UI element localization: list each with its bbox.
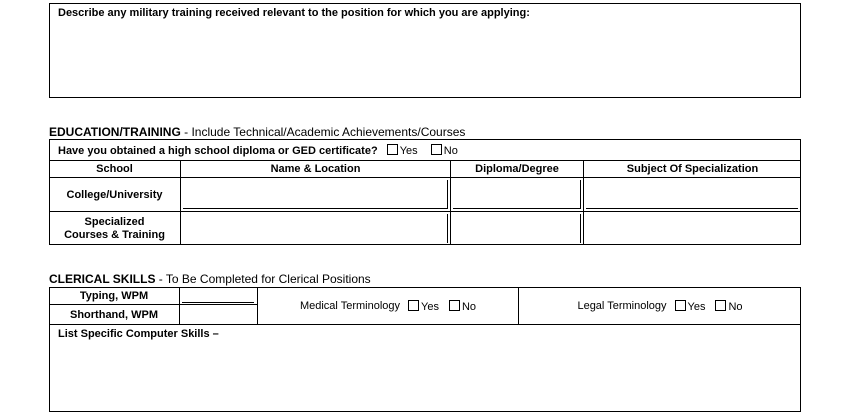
legal-yes-checkbox[interactable] — [675, 300, 686, 311]
degree-courses-field[interactable] — [453, 214, 581, 243]
shorthand-wpm-field[interactable] — [182, 307, 254, 322]
legal-terminology — [519, 288, 801, 324]
clerical-subtitle: - To Be Completed for Clerical Positions — [158, 272, 371, 286]
diploma-no-option[interactable] — [431, 145, 458, 157]
column-header-diploma-degree: Diploma/Degree — [475, 163, 559, 175]
education-subtitle: - Include Technical/Academic Achievements/Courses — [184, 125, 466, 139]
column-header-subject: Subject Of Specialization — [626, 163, 759, 175]
legal-yes-option[interactable] — [675, 300, 706, 313]
column-header-school: School — [96, 163, 133, 175]
name-location-college-field[interactable] — [183, 180, 448, 209]
legal-terminology-label: Legal Terminology — [577, 300, 667, 312]
medical-yes-label: Yes — [421, 300, 439, 313]
diploma-no-label: No — [443, 145, 458, 157]
diploma-question — [58, 144, 458, 157]
legal-no-checkbox[interactable] — [715, 300, 726, 311]
clerical-title: CLERICAL SKILLS — [49, 272, 156, 286]
shorthand-wpm-label: Shorthand, WPM — [70, 308, 158, 321]
medical-yes-option[interactable] — [408, 300, 439, 313]
military-training-field[interactable] — [52, 22, 798, 96]
medical-terminology-label: Medical Terminology — [299, 300, 401, 312]
subject-courses-field[interactable] — [586, 214, 798, 243]
legal-no-option[interactable] — [715, 300, 742, 313]
military-training-label: Describe any military training received relevant to the position for which you are applying: — [58, 7, 530, 19]
degree-college-field[interactable] — [453, 180, 581, 209]
medical-terminology — [258, 288, 518, 324]
diploma-yes-label: Yes — [399, 145, 418, 157]
typing-wpm-field[interactable] — [182, 289, 254, 303]
name-location-courses-field[interactable] — [183, 214, 448, 243]
medical-no-label: No — [461, 300, 477, 313]
row-label-college: College/University — [66, 188, 163, 201]
subject-college-field[interactable] — [586, 180, 798, 209]
column-header-name-location: Name & Location — [270, 163, 361, 175]
diploma-yes-checkbox[interactable] — [387, 144, 398, 155]
table-rule — [179, 287, 180, 324]
education-heading — [49, 125, 465, 139]
legal-no-label: No — [728, 300, 743, 313]
medical-no-option[interactable] — [449, 300, 476, 313]
diploma-question-text: Have you obtained a high school diploma or GED certificate? — [58, 145, 378, 157]
row-label-specialized: Specialized Courses & Training — [64, 215, 165, 241]
computer-skills-field[interactable] — [52, 342, 798, 408]
computer-skills-label: List Specific Computer Skills – — [58, 328, 219, 340]
medical-yes-checkbox[interactable] — [408, 300, 419, 311]
diploma-yes-option[interactable] — [387, 145, 418, 157]
education-title: EDUCATION/TRAINING — [49, 125, 181, 139]
table-rule — [49, 324, 801, 325]
legal-yes-label: Yes — [687, 300, 706, 313]
diploma-no-checkbox[interactable] — [431, 144, 442, 155]
medical-no-checkbox[interactable] — [449, 300, 460, 311]
clerical-heading — [49, 272, 371, 286]
typing-wpm-label: Typing, WPM — [79, 290, 149, 302]
